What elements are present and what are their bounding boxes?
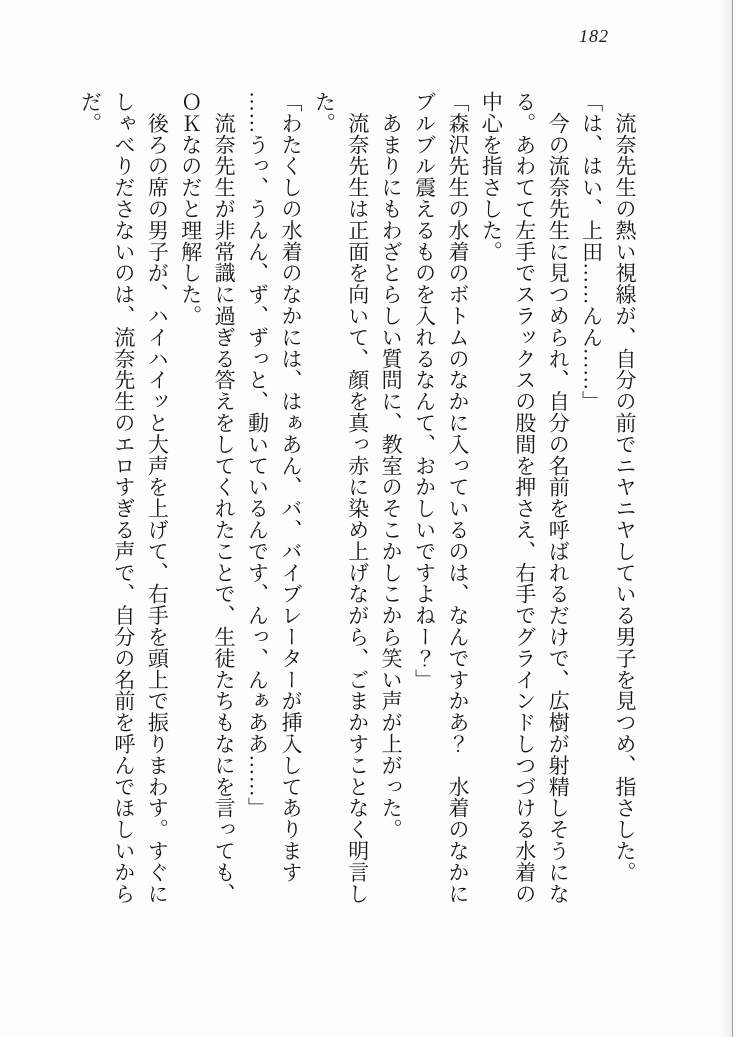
text-line: ＯＫなのだと理解した。 xyxy=(178,91,203,327)
text-line: ……うっ、うんん、ず、ずっと、動いているんです、んっ、んぁああ……」 xyxy=(245,91,270,819)
text-line: 流奈先生は正面を向いて、顔を真っ赤に染め上げながら、ごまかすことなく明言し xyxy=(345,91,370,905)
text-line: 中心を指さした。 xyxy=(479,91,504,263)
page-number: 182 xyxy=(579,26,609,46)
text-line: 「わたくしの水着のなかには、はぁあん、バ、バイブレーターが挿入してあります xyxy=(278,91,303,883)
page-edge-line xyxy=(732,0,733,1037)
text-line: 流奈先生の熱い視線が、自分の前でニヤニヤしている男子を見つめ、指さした。 xyxy=(613,91,637,883)
text-line: ブルブル震えるものを入れるなんて、おかしいですよねー？」 xyxy=(412,91,437,691)
page-edge-shade xyxy=(719,0,733,1037)
text-line: る。あわてて左手でスラックスの股間を押さえ、右手でグラインドしつづける水着の xyxy=(512,91,537,905)
text-line: 今の流奈先生に見つめられ、自分の名前を呼ばれるだけで、広樹が射精しそうにな xyxy=(546,91,571,905)
text-line: しゃべりださないのは、流奈先生のエロすぎる声で、自分の名前を呼んでほしいから xyxy=(111,91,136,905)
text-line: 「は、はい、上田……んん……」 xyxy=(579,91,604,412)
text-line: 流奈先生が非常識に過ぎる答えをしてくれたことで、生徒たちもなにを言っても、 xyxy=(212,91,237,905)
text-line: 「森沢先生の水着のボトムのなかに入っているのは、なんですかあ？ 水着のなかに xyxy=(445,91,470,905)
text-line: だ。 xyxy=(78,91,103,134)
text-line: 後ろの席の男子が、ハイハイッと大声を上げて、右手を頭上で振りまわす。すぐに xyxy=(145,91,170,905)
text-line: た。 xyxy=(312,91,337,134)
text-block xyxy=(73,91,641,939)
text-line: あまりにもわざとらしい質問に、教室のそこかしこから笑い声が上がった。 xyxy=(379,91,404,840)
